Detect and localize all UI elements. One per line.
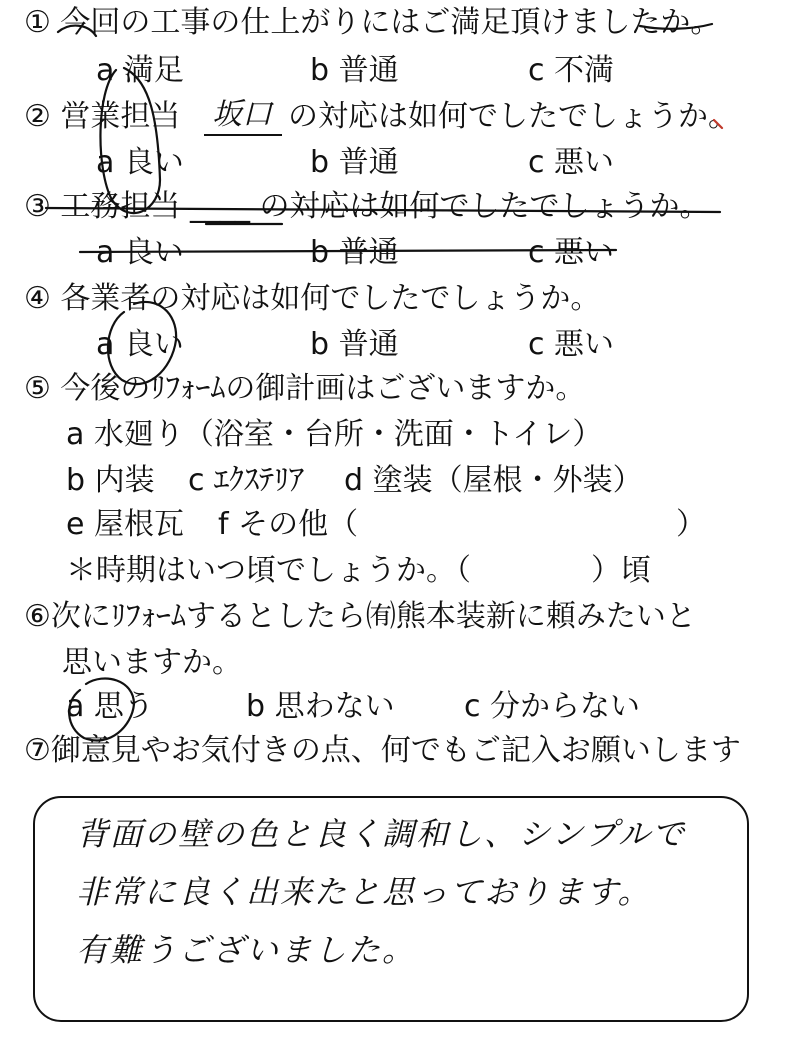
- q2-option-a[interactable]: a 良い: [96, 145, 184, 180]
- question-3: ③ 工務担当 ____ の対応は如何でしたでしょうか。: [24, 189, 710, 224]
- question-4: ④ 各業者の対応は如何でしたでしょうか。: [24, 281, 601, 316]
- question-2-prefix: ② 営業担当: [24, 99, 181, 134]
- q6-option-b[interactable]: b 思わない: [246, 689, 395, 724]
- q6-option-c[interactable]: c 分からない: [464, 689, 641, 724]
- q6-option-a[interactable]: a 思う: [66, 689, 154, 724]
- question-6-line1: ⑥次にﾘﾌｫｰﾑするとしたら㈲熊本装新に頼みたいと: [24, 599, 696, 634]
- q4-option-c[interactable]: c 悪い: [528, 327, 615, 362]
- comment-line-1: 背面の壁の色と良く調和し、シンプルで: [76, 815, 686, 853]
- q3-option-c[interactable]: c 悪い: [528, 235, 615, 270]
- question-2-suffix: の対応は如何でしたでしょうか。: [288, 99, 738, 134]
- q5-option-d[interactable]: d 塗装（屋根・外装）: [344, 463, 643, 498]
- name-underline: [204, 134, 282, 136]
- q1-option-c[interactable]: c 不満: [528, 53, 615, 88]
- q5-option-c[interactable]: c ｴｸｽﾃﾘｱ: [188, 463, 305, 498]
- sales-rep-name: 坂口: [212, 97, 272, 132]
- q5-option-b[interactable]: b 内装: [66, 463, 155, 498]
- q3-option-b[interactable]: b 普通: [310, 235, 399, 270]
- q4-option-a[interactable]: a 良い: [96, 327, 184, 362]
- q1-option-a[interactable]: a 満足: [96, 53, 184, 88]
- q4-option-b[interactable]: b 普通: [310, 327, 399, 362]
- q5-option-a[interactable]: a 水廻り（浴室・台所・洗面・トイレ）: [66, 417, 603, 452]
- question-6-line2: 思いますか。: [62, 645, 242, 680]
- comment-line-3: 有難うございました。: [76, 931, 417, 969]
- q2-option-c[interactable]: c 悪い: [528, 145, 615, 180]
- question-7: ⑦御意見やお気付きの点、何でもご記入お願いします: [24, 733, 741, 768]
- q3-option-a[interactable]: a 良い: [96, 235, 184, 270]
- question-5: ⑤ 今後のﾘﾌｫｰﾑの御計画はございますか。: [24, 371, 586, 406]
- comment-line-2: 非常に良く出来たと思っております。: [76, 873, 652, 911]
- q5-option-f-close: ）: [676, 507, 706, 542]
- q5-option-f[interactable]: f その他（: [218, 507, 359, 542]
- q2-option-b[interactable]: b 普通: [310, 145, 399, 180]
- q5-option-e[interactable]: e 屋根瓦: [66, 507, 184, 542]
- question-1: ① 今回の工事の仕上がりにはご満足頂けましたか。: [24, 5, 721, 40]
- q1-option-b[interactable]: b 普通: [310, 53, 399, 88]
- q5-timing: ＊時期はいつ頃でしょうか。（ ）頃: [66, 553, 651, 588]
